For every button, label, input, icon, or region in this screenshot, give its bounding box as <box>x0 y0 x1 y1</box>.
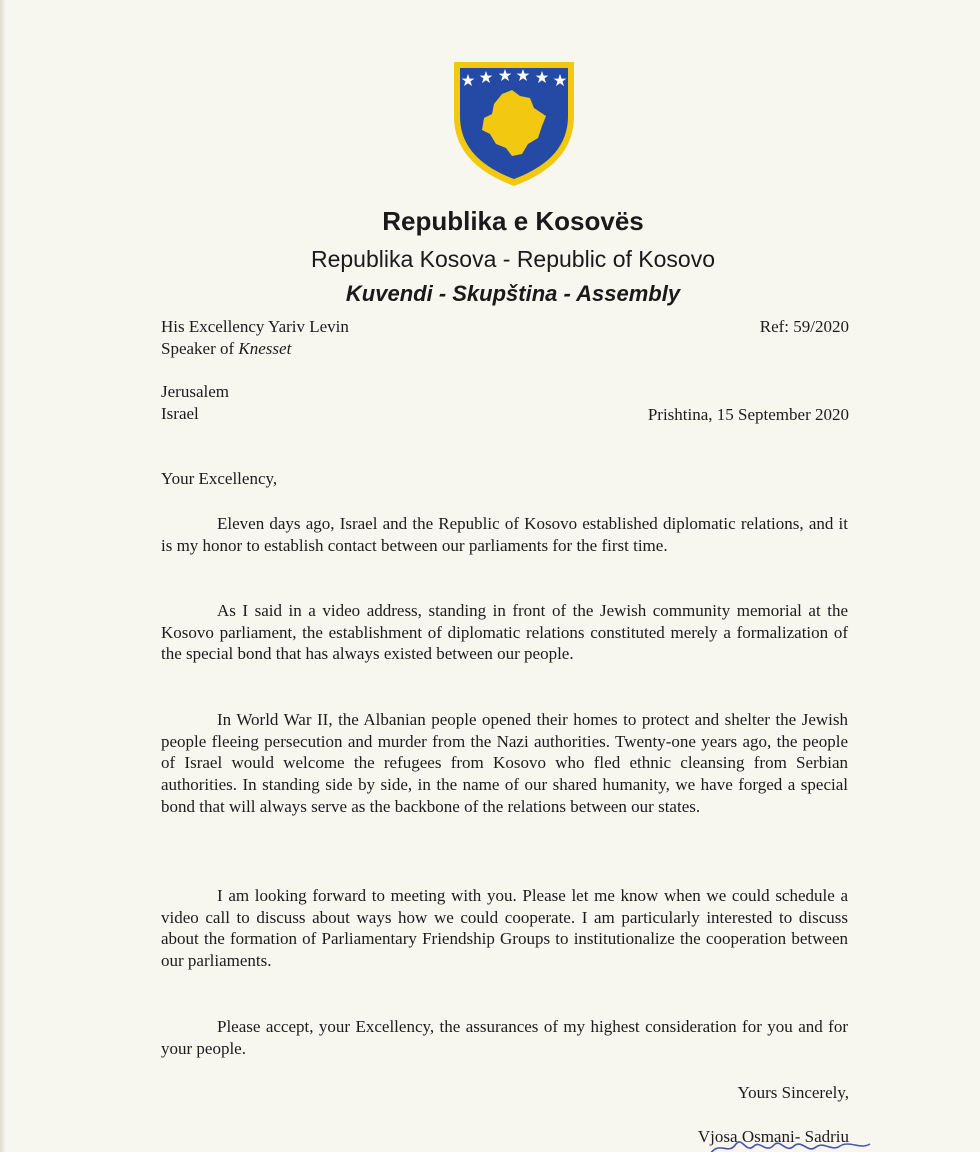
paragraph-5: Please accept, your Excellency, the assurances of my highest consideration for you and for your people. <box>161 1017 848 1058</box>
signatory-name: Vjosa Osmani- Sadriu <box>697 1127 849 1146</box>
paragraph-1: Eleven days ago, Israel and the Republic of Kosovo established diplomatic relations, and it is my honor to establish contact between our parliaments for the first time. <box>161 514 848 555</box>
paragraph-4: I am looking forward to meeting with you. Please let me know when we could schedule a video call to discuss about ways how we could cooperate. I am particularly interested to discuss about the formation of Parliamentary Friendship Groups to institutionalize the cooperation between our parliaments. <box>161 886 848 971</box>
assembly-title: Kuvendi - Skupština - Assembly <box>345 281 681 306</box>
kosovo-coat-of-arms-icon <box>450 56 578 188</box>
salutation: Your Excellency, <box>161 469 278 488</box>
recipient-name: His Excellency Yariv Levin <box>161 317 349 336</box>
paragraph-2: As I said in a video address, standing in front of the Jewish community memorial at the Kosovo parliament, the establishment of diplomatic relations constituted merely a formalization of the special bond that has always existed between our people. <box>161 601 848 664</box>
closing: Yours Sincerely, <box>737 1083 849 1102</box>
handwritten-signature-icon <box>700 1136 880 1152</box>
recipient-org: Knesset <box>238 339 292 358</box>
recipient-title-prefix: Speaker of <box>161 339 239 358</box>
recipient-title <box>161 338 291 359</box>
republic-title: Republika e Kosovës <box>382 206 644 236</box>
recipient-city: Jerusalem <box>161 382 229 401</box>
republic-subtitle: Republika Kosova - Republic of Kosovo <box>310 246 715 272</box>
recipient-country: Israel <box>161 404 199 423</box>
place-and-date: Prishtina, 15 September 2020 <box>647 405 849 424</box>
reference-number: Ref: 59/2020 <box>759 317 849 336</box>
paragraph-3: In World War II, the Albanian people opened their homes to protect and shelter the Jewish people fleeing persecution and murder from the Nazi authorities. Twenty-one years ago, the people of Israel would welcome the refugees from Kosovo who fled ethnic cleansing from Serbian authorities. In standing side by side, in the name of our shared humanity, we have forged a special bond that will always serve as the backbone of the relations between our states. <box>161 710 848 816</box>
